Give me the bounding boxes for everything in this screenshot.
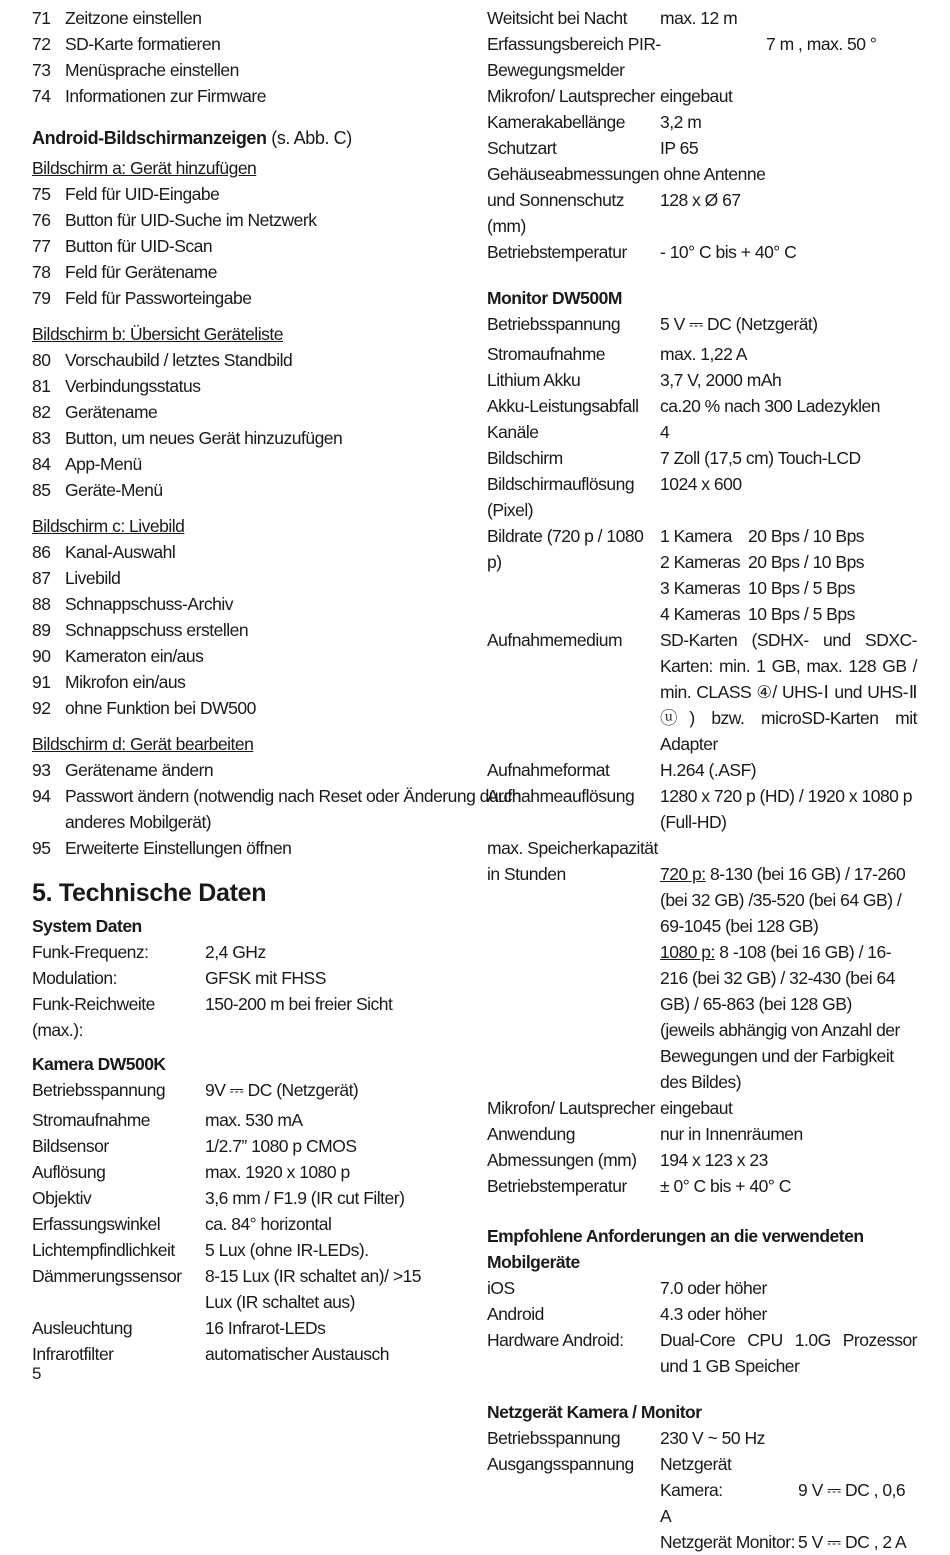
page-number: 5 — [32, 1364, 42, 1383]
spec-row: Auflösung max. 1920 x 1080 p — [32, 1162, 350, 1182]
psu-output-entry: Netzgerät Kamera: 9 V ⎓ DC , 0,6 A — [660, 1454, 906, 1526]
list-item: 72 SD-Karte formatieren — [32, 34, 221, 54]
list-item: 88 Schnappschuss-Archiv — [32, 594, 233, 614]
list-item: 73 Menüsprache einstellen — [32, 60, 239, 80]
spec-row: Betriebsspannung 230 V ~ 50 Hz — [487, 1428, 765, 1448]
mobile-heading-line1: Empfohlene Anforderungen an die verwendeten — [487, 1226, 864, 1246]
spec-row: Mikrofon/ Lautsprecher eingebaut — [487, 1098, 733, 1118]
list-item: 78 Feld für Gerätename — [32, 262, 217, 282]
spec-row: Bildschirmauflösung (Pixel) 1024 x 600 — [487, 474, 742, 520]
list-item: 93 Gerätename ändern — [32, 760, 214, 780]
list-item: 82 Gerätename — [32, 402, 158, 422]
spec-row: Hardware Android: Dual-Core CPU 1.0G Prozessor und 1 GB Speicher — [487, 1330, 917, 1376]
list-items-71-74 — [32, 5, 452, 109]
spec-row: Schutzart IP 65 — [487, 138, 699, 158]
framerate-entry: 1 Kamera 20 Bps / 10 Bps — [660, 526, 865, 546]
storage-label: max. Speicherkapazität — [487, 838, 658, 858]
spec-row: Bildschirm 7 Zoll (17,5 cm) Touch-LCD — [487, 448, 861, 468]
monitor-heading: Monitor DW500M — [487, 288, 622, 308]
spec-row: Anwendung nur in Innenräumen — [487, 1124, 803, 1144]
spec-row: Weitsicht bei Nacht max. 12 m — [487, 8, 738, 28]
spec-row: Erfassungsbereich PIR-Bewegungsmelder 7 m , max. 50 ° — [487, 34, 877, 80]
list-item: 95 Erweiterte Einstellungen öffnen — [32, 838, 292, 858]
list-item: 94 Passwort ändern (notwendig nach Reset oder Änderung durch — [32, 786, 521, 806]
spec-row: Funk-Reichweite (max.): 150-200 m bei freier Sicht — [32, 994, 393, 1040]
storage-row: in Stunden 720 p: 8-130 (bei 16 GB) / 17-260 (bei 32 GB) /35-520 (bei 64 GB) / 69-1045 (bei 128 GB) 1080 p: 8 -108 (bei 16 GB) / 16-216 (bei 32 GB) / 32-430 (bei 64 GB) / 65-863 (bei 128 GB) (jeweils abhängig von Anzahl der Bewegungen und der Farbigkeit des Bildes) — [487, 861, 917, 1095]
screen-b-subheading: Bildschirm b: Übersicht Geräteliste — [32, 324, 283, 344]
spec-row: Kamerakabellänge 3,2 m — [487, 112, 702, 132]
spec-row: Betriebsspannung 9V ⎓ DC (Netzgerät) — [32, 1080, 359, 1100]
psu-output-row: Ausgangsspannung Netzgerät Kamera: 9 V ⎓ DC , 0,6 A Netzgerät Monitor: 5 V ⎓ DC , 2 A — [487, 1451, 917, 1555]
section-title-technical-data: 5. Technische Daten — [32, 879, 267, 907]
left-column — [32, 5, 521, 1367]
list-item: 75 Feld für UID-Eingabe — [32, 184, 220, 204]
list-item: 80 Vorschaubild / letztes Standbild — [32, 350, 293, 370]
list-item: 90 Kameraton ein/aus — [32, 646, 204, 666]
list-item: 91 Mikrofon ein/aus — [32, 672, 186, 692]
spec-row: Modulation: GFSK mit FHSS — [32, 968, 326, 988]
spec-row: Stromaufnahme max. 530 mA — [32, 1110, 303, 1130]
camera-heading: Kamera DW500K — [32, 1054, 166, 1074]
spec-row: Stromaufnahme max. 1,22 A — [487, 344, 747, 364]
spec-row: Lithium Akku 3,7 V, 2000 mAh — [487, 370, 782, 390]
list-item: 85 Geräte-Menü — [32, 480, 163, 500]
list-item: 79 Feld für Passworteingabe — [32, 288, 252, 308]
list-item: 81 Verbindungsstatus — [32, 376, 201, 396]
list-item-continuation: anderes Mobilgerät) — [65, 812, 212, 832]
psu-output-entry: Netzgerät Monitor: 5 V ⎓ DC , 2 A — [660, 1532, 907, 1552]
list-item: 76 Button für UID-Suche im Netzwerk — [32, 210, 317, 230]
list-item: 83 Button, um neues Gerät hinzuzufügen — [32, 428, 343, 448]
spec-row: Kanäle 4 — [487, 422, 670, 442]
spec-row: Akku-Leistungsabfall ca.20 % nach 300 Ladezyklen — [487, 396, 880, 416]
spec-row: Objektiv 3,6 mm / F1.9 (IR cut Filter) — [32, 1188, 405, 1208]
system-data-heading: System Daten — [32, 916, 142, 936]
framerate-entry: 4 Kameras 10 Bps / 5 Bps — [660, 604, 855, 624]
spec-row: Bildsensor 1/2.7” 1080 p CMOS — [32, 1136, 357, 1156]
storage-note: (jeweils abhängig von Anzahl der Bewegungen und der Farbigkeit des Bildes) — [660, 1020, 900, 1092]
list-item: 71 Zeitzone einstellen — [32, 8, 202, 28]
housing-label: Gehäuseabmessungen ohne Antenne — [487, 164, 766, 184]
android-heading: Android-Bildschirmanzeigen (s. Abb. C) — [32, 128, 352, 148]
spec-row: Mikrofon/ Lautsprecher eingebaut — [487, 86, 733, 106]
spec-row: Infrarotfilter automatischer Austausch — [32, 1344, 390, 1364]
spec-row: Betriebsspannung 5 V ⎓ DC (Netzgerät) — [487, 314, 818, 334]
spec-row: Lichtempfindlichkeit 5 Lux (ohne IR-LEDs). — [32, 1240, 369, 1260]
list-item: 84 App-Menü — [32, 454, 142, 474]
screen-d-subheading: Bildschirm d: Gerät bearbeiten — [32, 734, 254, 754]
spec-row: Aufnahmeformat H.264 (.ASF) — [487, 760, 757, 780]
list-item: 86 Kanal-Auswahl — [32, 542, 176, 562]
framerate-row: Bildrate (720 p / 1080 p) 1 Kamera 20 Bps / 10 Bps 2 Kameras 20 Bps / 10 Bps 3 Kameras 10 Bps / 5 Bps 4 Kameras 10 Bps / 5 Bps — [487, 523, 917, 627]
framerate-entry: 3 Kameras 10 Bps / 5 Bps — [660, 578, 855, 598]
spec-row: Android 4.3 oder höher — [487, 1304, 767, 1324]
storage-720: 720 p: 8-130 (bei 16 GB) / 17-260 (bei 32 GB) /35-520 (bei 64 GB) / 69-1045 (bei 128 GB) — [660, 864, 906, 936]
list-item: 74 Informationen zur Firmware — [32, 86, 266, 106]
spec-row: Abmessungen (mm) 194 x 123 x 23 — [487, 1150, 768, 1170]
psu-heading: Netzgerät Kamera / Monitor — [487, 1402, 702, 1422]
spec-row: Dämmerungssensor 8-15 Lux (IR schaltet an)/ >15 Lux (IR schaltet aus) — [32, 1266, 422, 1312]
spec-row: Betriebstemperatur ± 0° C bis + 40° C — [487, 1176, 791, 1196]
spec-row: Aufnahmeauflösung 1280 x 720 p (HD) / 1920 x 1080 p (Full-HD) — [487, 786, 913, 832]
spec-row: iOS 7.0 oder höher — [487, 1278, 767, 1298]
list-item: 87 Livebild — [32, 568, 121, 588]
list-item: 77 Button für UID-Scan — [32, 236, 213, 256]
list-item: 89 Schnappschuss erstellen — [32, 620, 249, 640]
spec-row: Erfassungswinkel ca. 84° horizontal — [32, 1214, 332, 1234]
mobile-heading-line2: Mobilgeräte — [487, 1252, 580, 1272]
screen-c-subheading: Bildschirm c: Livebild — [32, 516, 185, 536]
screen-a-subheading: Bildschirm a: Gerät hinzufügen — [32, 158, 257, 178]
list-item: 92 ohne Funktion bei DW500 — [32, 698, 256, 718]
spec-row: Ausleuchtung 16 Infrarot-LEDs — [32, 1318, 326, 1338]
storage-1080: 1080 p: 8 -108 (bei 16 GB) / 16-216 (bei 32 GB) / 32-430 (bei 64 GB) / 65-863 (bei 128 GB) — [660, 942, 895, 1014]
spec-row: Funk-Frequenz: 2,4 GHz — [32, 942, 266, 962]
right-column — [487, 5, 917, 1555]
spec-row: Betriebstemperatur - 10° C bis + 40° C — [487, 242, 797, 262]
spec-row: und Sonnenschutz (mm) 128 x Ø 67 — [487, 190, 741, 236]
framerate-entry: 2 Kameras 20 Bps / 10 Bps — [660, 552, 865, 572]
spec-row: Aufnahmemedium SD-Karten (SDHX- und SDXC-Karten: min. 1 GB, max. 128 GB / min. CLASS ④/ UHS-Ⅰ und UHS-Ⅱ ⓤ) bzw. microSD-Karten mit Adapter — [487, 630, 917, 754]
